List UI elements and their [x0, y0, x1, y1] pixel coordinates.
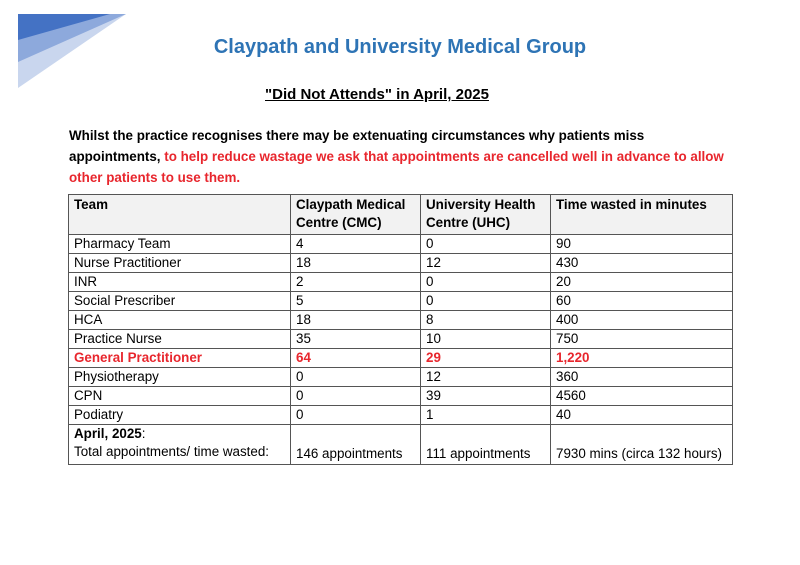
time-cell: 400 [551, 311, 733, 330]
time-cell: 360 [551, 368, 733, 387]
dna-table [68, 194, 733, 465]
uhc-cell: 0 [421, 273, 551, 292]
time-cell: 750 [551, 330, 733, 349]
team-cell: General Practitioner [69, 349, 291, 368]
table-row [69, 406, 733, 425]
intro-text: Whilst the practice recognises there may be extenuating circumstances why patients miss appointments, [69, 128, 645, 164]
team-cell: Physiotherapy [69, 368, 291, 387]
table-row [69, 254, 733, 273]
uhc-cell: 12 [421, 254, 551, 273]
cmc-cell: 2 [291, 273, 421, 292]
table-row [69, 387, 733, 406]
cmc-cell: 4 [291, 235, 421, 254]
total-time: 7930 mins (circa 132 hours) [551, 425, 733, 465]
time-cell: 4560 [551, 387, 733, 406]
organisation-title: Claypath and University Medical Group [213, 36, 587, 58]
total-row [69, 425, 733, 465]
table-row-highlighted [69, 349, 733, 368]
cmc-cell: 18 [291, 311, 421, 330]
team-cell: Practice Nurse [69, 330, 291, 349]
total-period: April, 2025 [74, 426, 142, 441]
total-uhc: 111 appointments [421, 425, 551, 465]
report-title: "Did Not Attends" in April, 2025 [265, 86, 489, 103]
table-row [69, 273, 733, 292]
uhc-cell: 12 [421, 368, 551, 387]
time-cell: 1,220 [551, 349, 733, 368]
total-label-cell [69, 425, 291, 465]
cmc-cell: 64 [291, 349, 421, 368]
uhc-cell: 29 [421, 349, 551, 368]
team-cell: Pharmacy Team [69, 235, 291, 254]
table-row [69, 235, 733, 254]
table-row [69, 292, 733, 311]
table-row [69, 368, 733, 387]
uhc-cell: 1 [421, 406, 551, 425]
header-team: Team [69, 195, 291, 235]
time-cell: 90 [551, 235, 733, 254]
time-cell: 20 [551, 273, 733, 292]
intro-request-text: to help reduce wastage we ask that appointments are cancelled well in advance to allow other patients to use them. [69, 149, 724, 185]
header-time-wasted: Time wasted in minutes [551, 195, 733, 235]
cmc-cell: 0 [291, 368, 421, 387]
time-cell: 430 [551, 254, 733, 273]
team-cell: Nurse Practitioner [69, 254, 291, 273]
header-uhc: University Health Centre (UHC) [421, 195, 551, 235]
table-row [69, 311, 733, 330]
time-cell: 60 [551, 292, 733, 311]
cmc-cell: 18 [291, 254, 421, 273]
uhc-cell: 8 [421, 311, 551, 330]
uhc-cell: 0 [421, 292, 551, 311]
team-cell: Social Prescriber [69, 292, 291, 311]
uhc-cell: 0 [421, 235, 551, 254]
team-cell: INR [69, 273, 291, 292]
total-label: Total appointments/ time wasted: [74, 444, 270, 459]
team-cell: Podiatry [69, 406, 291, 425]
total-period-colon: : [141, 426, 146, 441]
cmc-cell: 5 [291, 292, 421, 311]
table-row [69, 330, 733, 349]
team-cell: HCA [69, 311, 291, 330]
cmc-cell: 0 [291, 387, 421, 406]
cmc-cell: 0 [291, 406, 421, 425]
cmc-cell: 35 [291, 330, 421, 349]
uhc-cell: 10 [421, 330, 551, 349]
team-cell: CPN [69, 387, 291, 406]
time-cell: 40 [551, 406, 733, 425]
table-header-row [69, 195, 733, 235]
header-cmc: Claypath Medical Centre (CMC) [291, 195, 421, 235]
uhc-cell: 39 [421, 387, 551, 406]
intro-paragraph [69, 125, 734, 188]
total-cmc: 146 appointments [291, 425, 421, 465]
